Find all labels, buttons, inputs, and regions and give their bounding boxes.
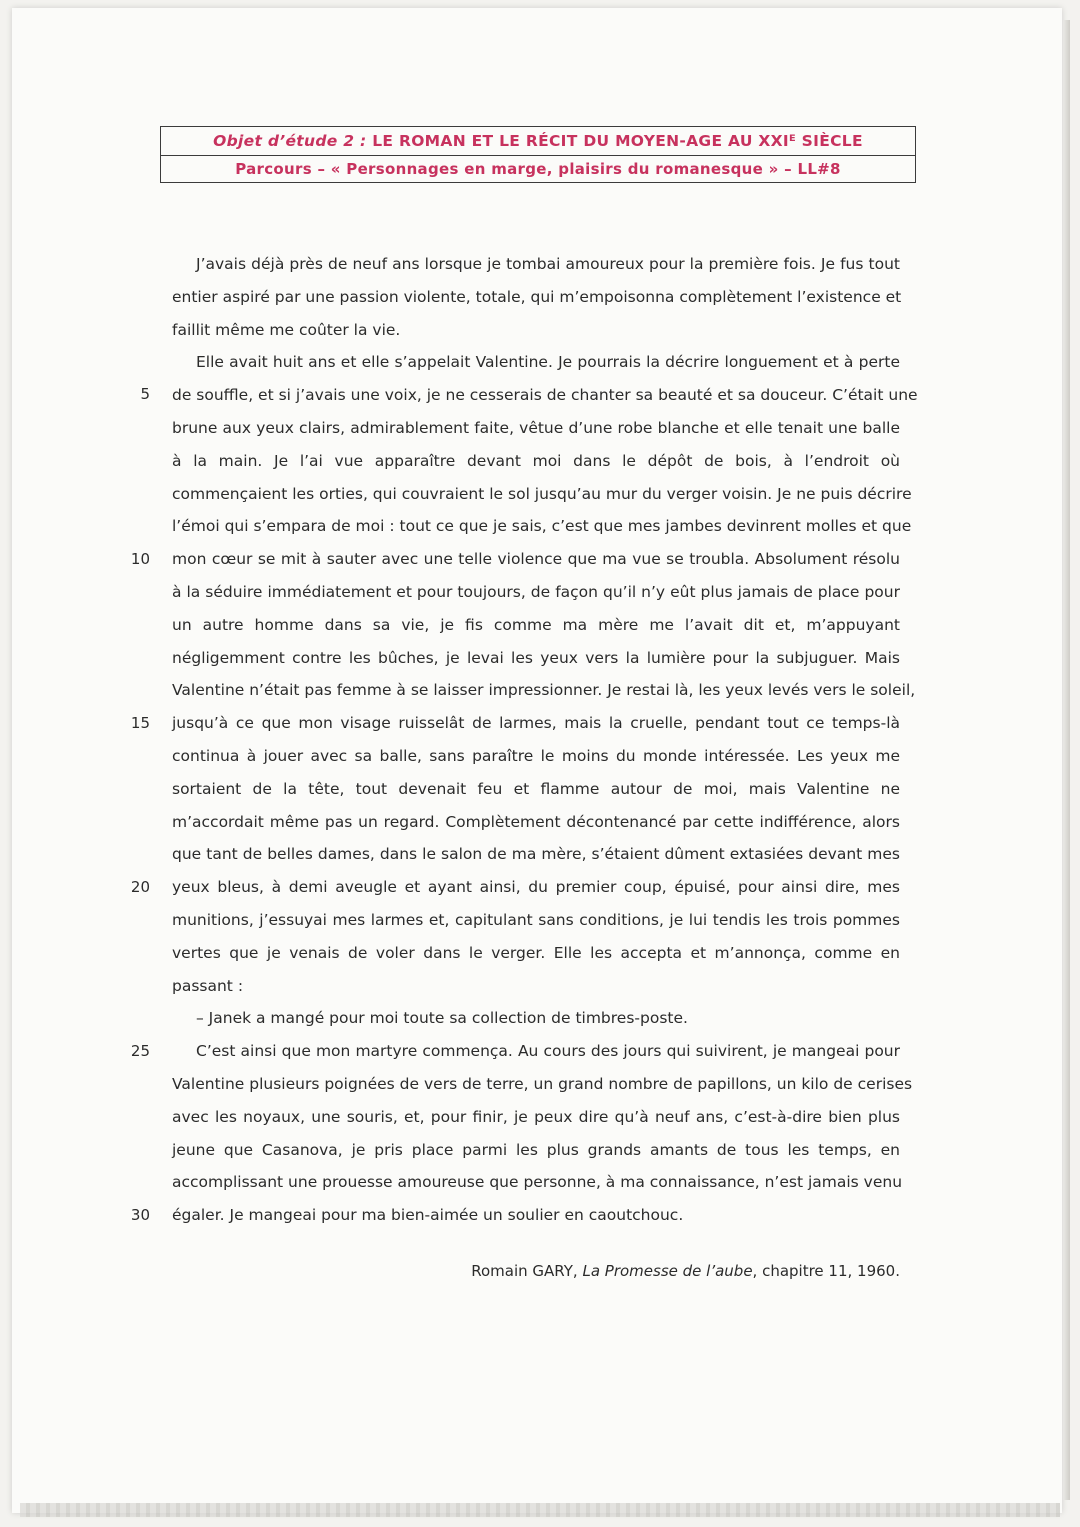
text-line: m’accordait même pas un regard. Complètement décontenancé par cette indifférence, alors	[172, 812, 900, 831]
text-line: brune aux yeux clairs, admirablement faite, vêtue d’une robe blanche et elle tenait une balle	[172, 418, 900, 437]
header-box	[160, 126, 916, 183]
text-line: à la main. Je l’ai vue apparaître devant moi dans le dépôt de bois, à l’endroit où	[172, 451, 900, 470]
header-title-row	[161, 127, 915, 155]
text-line: négligemment contre les bûches, je levai les yeux vers la lumière pour la subjuguer. Mais	[172, 648, 900, 667]
source-citation	[471, 1262, 900, 1280]
text-line: – Janek a mangé pour moi toute sa collection de timbres-poste.	[196, 1009, 688, 1028]
text-line: Valentine n’était pas femme à se laisser impressionner. Je restai là, les yeux levés vers le soleil,	[172, 681, 916, 700]
text-line: mon cœur se mit à sauter avec une telle violence que ma vue se troubla. Absolument résolu	[172, 550, 900, 569]
citation-work: La Promesse de l’aube	[582, 1262, 753, 1280]
citation-author: Romain GARY,	[471, 1262, 578, 1280]
text-line: munitions, j’essuyai mes larmes et, capitulant sans conditions, je lui tendis les trois pommes	[172, 910, 900, 929]
text-line: continua à jouer avec sa balle, sans paraître le moins du monde intéressée. Les yeux me	[172, 746, 900, 765]
line-number-30: 30	[130, 1206, 150, 1224]
text-line: égaler. Je mangeai pour ma bien-aimée un soulier en caoutchouc.	[172, 1206, 684, 1225]
text-line: Valentine plusieurs poignées de vers de terre, un grand nombre de papillons, un kilo de cerises	[172, 1074, 913, 1093]
line-number-25: 25	[130, 1042, 150, 1060]
page-bottom-edge	[20, 1503, 1060, 1517]
text-line: J’avais déjà près de neuf ans lorsque je tombai amoureux pour la première fois. Je fus tout	[196, 255, 900, 273]
text-line: un autre homme dans sa vie, je fis comme ma mère me l’avait dit et, m’appuyant	[172, 615, 900, 634]
citation-details: , chapitre 11, 1960.	[752, 1262, 900, 1280]
line-number-20: 20	[130, 878, 150, 896]
text-line: accomplissant une prouesse amoureuse que personne, à ma connaissance, n’est jamais venu	[172, 1173, 903, 1192]
text-line: à la séduire immédiatement et pour toujours, de façon qu’il n’y eût plus jamais de place pour	[172, 582, 900, 601]
text-line: passant :	[172, 976, 244, 995]
text-line: l’émoi qui s’empara de moi : tout ce que je sais, c’est que mes jambes devinrent molles et que	[172, 517, 912, 536]
header-object-label: Objet d’étude 2 :	[213, 132, 367, 150]
text-line: de souffle, et si j’avais une voix, je ne cesserais de chanter sa beauté et sa douceur. C’était une	[172, 386, 918, 405]
line-number-15: 15	[130, 714, 150, 732]
text-line: C’est ainsi que mon martyre commença. Au cours des jours qui suivirent, je mangeai pour	[196, 1042, 900, 1061]
excerpt-text	[172, 248, 918, 1232]
header-parcours-row: Parcours – « Personnages en marge, plaisirs du romanesque » – LL#8	[161, 155, 915, 182]
text-line: commençaient les orties, qui couvraient le sol jusqu’au mur du verger voisin. Je ne puis décrire	[172, 484, 912, 503]
text-line: que tant de belles dames, dans le salon de ma mère, s’étaient dûment extasiées devant mes	[172, 845, 900, 864]
page-edge	[1064, 20, 1070, 1500]
text-line: jusqu’à ce que mon visage ruisselât de larmes, mais la cruelle, pendant tout ce temps-là	[172, 714, 900, 733]
text-line: sortaient de la tête, tout devenait feu et flamme autour de moi, mais Valentine ne	[172, 779, 900, 798]
text-line: vertes que je venais de voler dans le verger. Elle les accepta et m’annonça, comme en	[172, 943, 900, 962]
text-line: faillit même me coûter la vie.	[172, 320, 401, 339]
text-line: entier aspiré par une passion violente, totale, qui m’empoisonna complètement l’existence et	[172, 287, 902, 306]
header-object-title: LE ROMAN ET LE RÉCIT DU MOYEN-AGE AU XXIᴱ SIÈCLE	[372, 132, 863, 150]
text-line: Elle avait huit ans et elle s’appelait Valentine. Je pourrais la décrire longuement et à perte	[196, 353, 900, 372]
text-line: yeux bleus, à demi aveugle et ayant ainsi, du premier coup, épuisé, pour ainsi dire, mes	[172, 878, 900, 897]
text-line: avec les noyaux, une souris, et, pour finir, je peux dire qu’à neuf ans, c’est-à-dire bien plus	[172, 1107, 900, 1126]
text-line: jeune que Casanova, je pris place parmi les plus grands amants de tous les temps, en	[172, 1140, 900, 1159]
line-number-10: 10	[130, 550, 150, 568]
line-number-5: 5	[140, 385, 150, 403]
